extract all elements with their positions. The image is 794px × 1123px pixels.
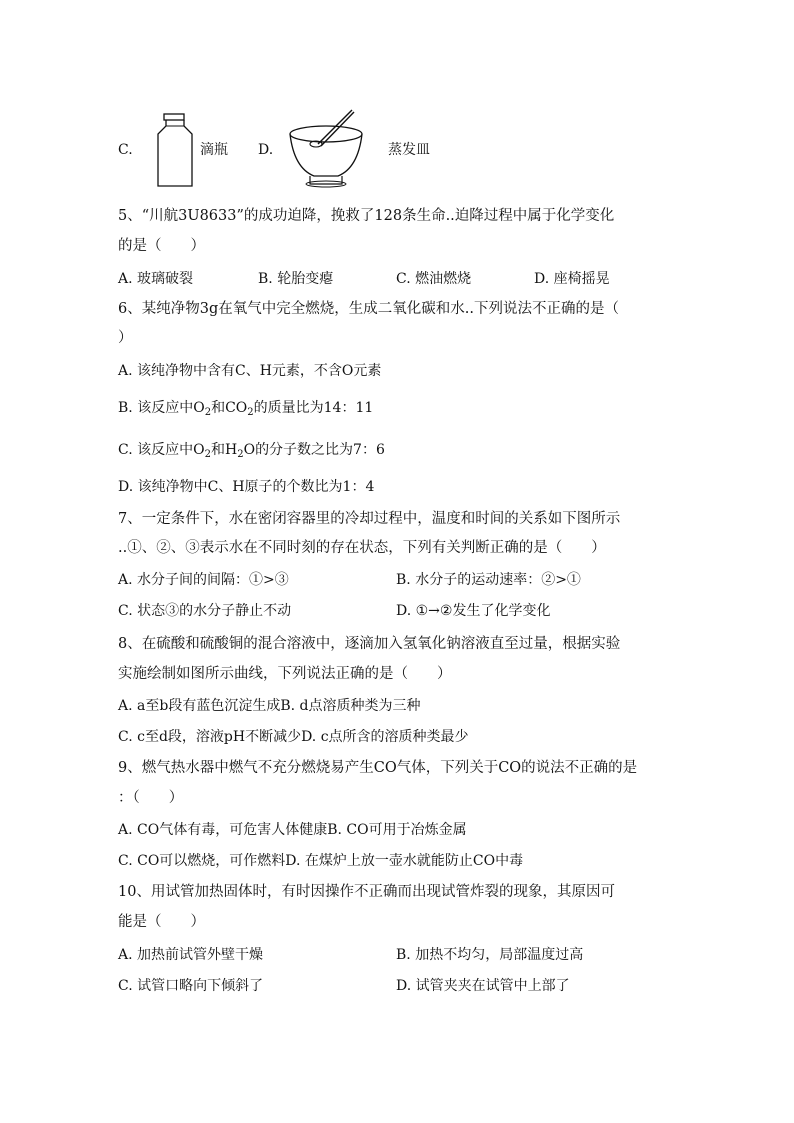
q9-stem-line2: ：（ ） — [118, 790, 184, 806]
q6-option-c-part2: 和 — [210, 442, 225, 458]
option-c-label: C. — [118, 142, 133, 158]
q5-stem-line2: 的是（ ） — [118, 238, 205, 254]
subscript: 2 — [204, 449, 211, 460]
q10-stem-line2: 能是（ ） — [118, 914, 205, 930]
q6-option-b-o: O — [193, 400, 205, 416]
q6-option-b-part2: 和 — [211, 400, 226, 416]
q10-option-d: D. 试管夹夹在试管中上部了 — [396, 978, 570, 994]
q6-option-b — [118, 398, 373, 423]
subscript: 2 — [237, 449, 244, 460]
q9-option-cd: C. CO可以燃烧，可作燃料D. 在煤炉上放一壶水就能防止CO中毒 — [118, 853, 524, 869]
q8-stem-line1: 8、在硫酸和硫酸铜的混合溶液中，逐滴加入氢氧化钠溶液直至过量，根据实验 — [118, 636, 621, 652]
option-c-text: 滴瓶 — [200, 142, 228, 158]
q6-option-b-part3: 的质量比为14：11 — [253, 400, 374, 416]
q8-option-ab: A. a至b段有蓝色沉淀生成B. d点溶质种类为三种 — [118, 698, 421, 714]
q9-stem-line1: 9、燃气热水器中燃气不充分燃烧易产生CO气体，下列关于CO的说法不正确的是 — [118, 760, 638, 776]
q7-option-a: A. 水分子间的间隔：①>③ — [118, 572, 289, 588]
q6-stem-line2: ） — [118, 330, 133, 346]
q5-option-d: D. 座椅摇晃 — [534, 271, 610, 287]
q6-option-c-o2: O — [243, 442, 256, 458]
subscript: 2 — [204, 407, 212, 418]
q5-option-c: C. 燃油燃烧 — [396, 271, 472, 287]
option-d-text: 蒸发皿 — [388, 142, 430, 158]
q6-option-b-part1: B. 该反应中 — [118, 400, 194, 416]
q6-option-d: D. 该纯净物中C、H原子的个数比为1：4 — [118, 479, 375, 495]
q5-stem-line1: 5、“川航3U8633”的成功迫降，挽救了128条生命..迫降过程中属于化学变化 — [118, 208, 615, 224]
q8-option-cd: C. c至d段，溶液pH不断减少D. c点所含的溶质种类最少 — [118, 729, 469, 745]
option-d-label: D. — [258, 142, 274, 158]
q7-stem-line2: ..①、②、③表示水在不同时刻的存在状态，下列有关判断正确的是（ ） — [118, 540, 606, 556]
q6-stem-line1: 6、某纯净物3g在氧气中完全燃烧，生成二氧化碳和水..下列说法不正确的是（ — [118, 301, 619, 317]
evaporating-dish-icon — [284, 106, 368, 192]
q6-option-c-h: H — [224, 442, 238, 458]
q6-option-b-co: CO — [225, 400, 248, 416]
q6-option-c-part3: 的分子数之比为7：6 — [255, 442, 385, 458]
q8-stem-line2: 实施绘制如图所示曲线，下列说法正确的是（ ） — [118, 666, 452, 682]
q7-stem-line1: 7、一定条件下，水在密闭容器里的冷却过程中，温度和时间的关系如下图所示 — [118, 511, 621, 527]
q6-option-c-o: O — [193, 442, 205, 458]
q7-option-d: D. ①→②发生了化学变化 — [396, 603, 551, 619]
q5-option-a: A. 玻璃破裂 — [118, 271, 194, 287]
q10-option-a: A. 加热前试管外壁干燥 — [118, 947, 264, 963]
q7-option-b: B. 水分子的运动速率：②>① — [396, 572, 581, 588]
q6-option-c — [118, 440, 385, 465]
q10-option-c: C. 试管口略向下倾斜了 — [118, 978, 264, 994]
q7-option-c: C. 状态③的水分子静止不动 — [118, 603, 292, 619]
q5-option-b: B. 轮胎变瘪 — [258, 271, 334, 287]
q10-stem-line1: 10、用试管加热固体时，有时因操作不正确而出现试管炸裂的现象，其原因可 — [118, 884, 615, 900]
q6-option-c-part1: C. 该反应中 — [118, 442, 194, 458]
q10-option-b: B. 加热不均匀，局部温度过高 — [396, 947, 584, 963]
q9-option-ab: A. CO气体有毒，可危害人体健康B. CO可用于冶炼金属 — [118, 822, 467, 838]
q6-option-a: A. 该纯净物中含有C、H元素，不含O元素 — [118, 363, 382, 379]
dropper-bottle-icon — [150, 112, 200, 190]
subscript: 2 — [247, 407, 254, 418]
